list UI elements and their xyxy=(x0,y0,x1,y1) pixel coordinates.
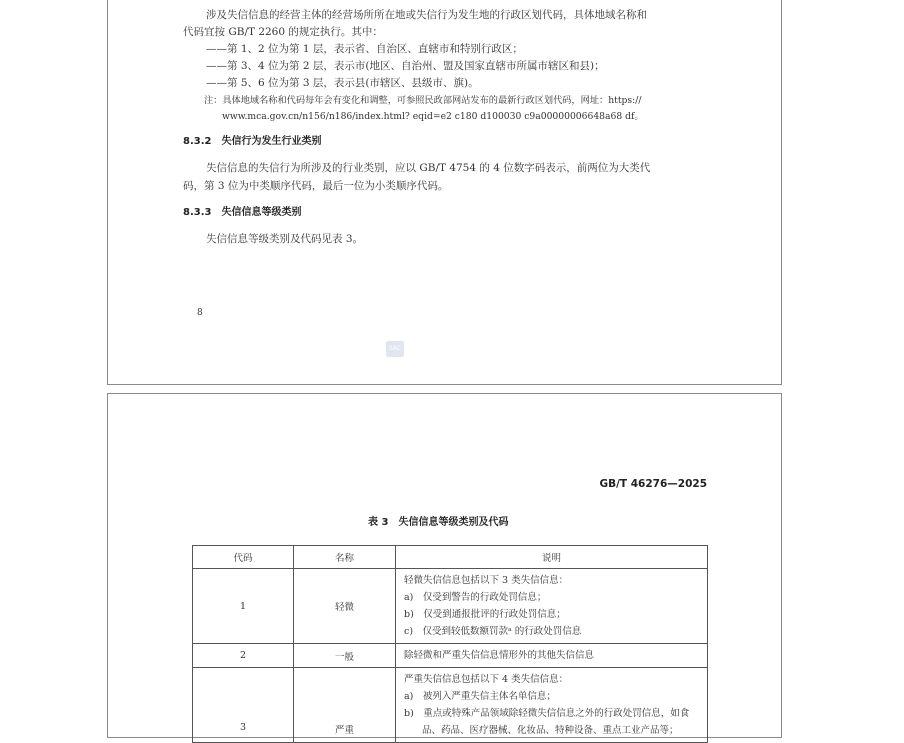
watermark-logo: SAC xyxy=(386,341,404,357)
document-page-8 xyxy=(107,0,782,385)
standard-number-header: GB/T 46276—2025 xyxy=(599,478,707,490)
desc-cell xyxy=(396,668,708,743)
desc-line: b) 仅受到通报批评的行政处罚信息； xyxy=(404,609,566,620)
page-number: 8 xyxy=(197,308,203,318)
desc-line: c) 仅受到较低数额罚款ᵃ 的行政处罚信息 xyxy=(404,626,582,637)
list-item: ——第 3、4 位为第 2 层，表示市(地区、自治州、盟及国家直辖市所属市辖区和县)； xyxy=(206,60,605,72)
code-cell: 1 xyxy=(193,569,294,644)
column-header: 代码 xyxy=(193,546,294,569)
desc-line: b) 重点或特殊产品领域除轻微失信信息之外的行政处罚信息，如食品、药品、医疗器械、化妆品、特种设备、重点工业产品等； xyxy=(404,708,690,736)
table-row xyxy=(193,644,708,668)
column-header: 名称 xyxy=(294,546,396,569)
paragraph-line: 码，第 3 位为中类顺序代码，最后一位为小类顺序代码。 xyxy=(183,180,449,192)
desc-cell xyxy=(396,569,708,644)
paragraph-line: 涉及失信信息的经营主体的经营场所所在地或失信行为发生地的行政区划代码，具体地域名称和 xyxy=(206,9,647,21)
section-heading-8-3-3: 8.3.3 失信信息等级类别 xyxy=(183,207,302,218)
desc-line: a) 被列入严重失信主体名单信息； xyxy=(404,691,556,702)
table-row xyxy=(193,668,708,743)
desc-line: 严重失信信息包括以下 4 类失信信息： xyxy=(404,674,569,685)
desc-line: 轻微失信信息包括以下 3 类失信信息： xyxy=(404,575,569,586)
section-heading-8-3-2: 8.3.2 失信行为发生行业类别 xyxy=(183,136,322,147)
note-line: 注：具体地域名称和代码每年会有变化和调整，可参照民政部网站发布的最新行政区划代码，网址：https:// xyxy=(204,95,642,106)
paragraph-line: 失信信息的失信行为所涉及的行业类别，应以 GB/T 4754 的 4 位数字码表示，前两位为大类代 xyxy=(206,162,651,174)
code-cell: 2 xyxy=(193,644,294,668)
desc-line: 除轻微和严重失信信息情形外的其他失信信息 xyxy=(404,650,595,661)
desc-line: a) 仅受到警告的行政处罚信息； xyxy=(404,592,547,603)
column-header: 说明 xyxy=(396,546,708,569)
desc-cell xyxy=(396,644,708,668)
table-header-row xyxy=(193,546,708,569)
paragraph-line: 失信信息等级类别及代码见表 3。 xyxy=(206,233,364,245)
name-cell: 一般 xyxy=(294,644,396,668)
grade-code-table xyxy=(192,545,708,743)
paragraph-line: 代码宜按 GB/T 2260 的规定执行。其中： xyxy=(183,26,383,38)
note-line: www.mca.gov.cn/n156/n186/index.html? eqid=e2 c180 d100030 c9a00000006648a68 df。 xyxy=(222,111,644,122)
table-row xyxy=(193,569,708,644)
document-page-9 xyxy=(107,393,782,738)
name-cell: 严重 xyxy=(294,668,396,743)
code-cell: 3 xyxy=(193,668,294,743)
list-item: ——第 1、2 位为第 1 层，表示省、自治区、直辖市和特别行政区； xyxy=(206,43,523,55)
list-item: ——第 5、6 位为第 3 层，表示县(市辖区、县级市、旗)。 xyxy=(206,77,479,89)
name-cell: 轻微 xyxy=(294,569,396,644)
table-title: 表 3 失信信息等级类别及代码 xyxy=(368,517,509,528)
